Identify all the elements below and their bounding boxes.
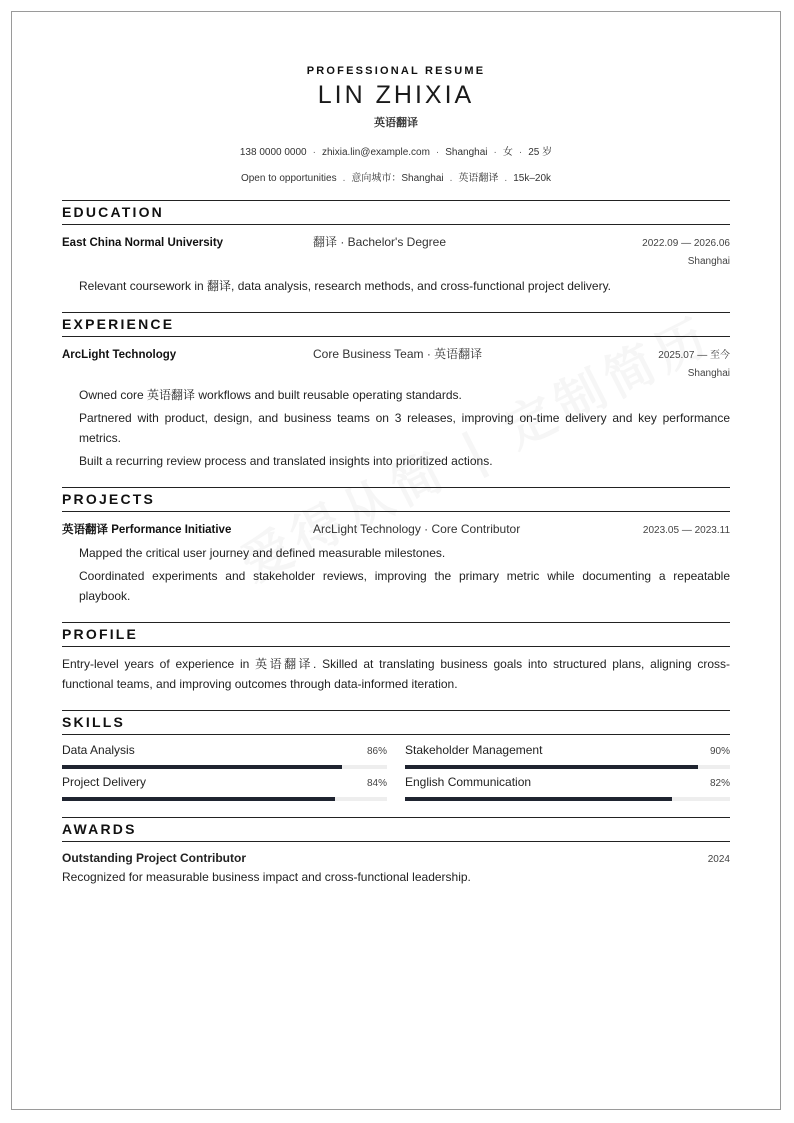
meta-line [12, 169, 780, 184]
bullet-item: Mapped the critical user journey and defined measurable milestones. [79, 546, 446, 560]
award-year: 2024 [707, 854, 730, 865]
experience-entry [62, 346, 730, 471]
skills-section [62, 710, 730, 801]
target-role: 英语翻译 [458, 173, 499, 184]
separator: · [518, 147, 523, 158]
degree: 翻译 · Bachelor's Degree [313, 235, 447, 249]
separator: . [449, 173, 453, 184]
profile-section [62, 622, 730, 694]
section-title: EXPERIENCE [62, 312, 730, 337]
candidate-name: LIN ZHIXIA [317, 81, 475, 109]
skill-item [405, 743, 730, 769]
section-title: AWARDS [62, 817, 730, 842]
job-title: 英语翻译 [374, 117, 418, 129]
skills-grid [62, 743, 730, 801]
job-role: Core Business Team · 英语翻译 [313, 347, 483, 361]
availability: Open to opportunities [240, 173, 337, 184]
separator: · [312, 147, 316, 158]
skill-name: English Communication [405, 775, 532, 789]
salary: 15k–20k [513, 173, 552, 184]
project-entry [62, 521, 730, 606]
education-section [62, 200, 730, 296]
education-entry [62, 234, 730, 296]
skill-bar-fill [62, 765, 342, 769]
bullet-item: Partnered with product, design, and business teams on 3 releases, improving on-time delivery and key performance metrics. [79, 411, 730, 445]
section-title: PROJECTS [62, 487, 730, 512]
skill-name: Project Delivery [62, 775, 147, 789]
skill-item [405, 775, 730, 801]
city: Shanghai [445, 147, 488, 158]
skill-percent: 90% [709, 746, 730, 757]
date-range: 2023.05 — 2023.11 [642, 525, 730, 536]
award-name: Outstanding Project Contributor [62, 851, 246, 865]
date-range: 2025.07 — 至今 [658, 350, 730, 361]
separator: . [504, 173, 508, 184]
skill-bar-fill [405, 797, 672, 801]
bullet-item: Relevant coursework in 翻译, data analysis, research methods, and cross-functional project delivery. [79, 279, 612, 293]
resume-content [62, 200, 730, 900]
bullet-item: Built a recurring review process and translated insights into prioritized actions. [79, 454, 493, 468]
project-role: ArcLight Technology · Core Contributor [313, 522, 521, 536]
skill-percent: 84% [366, 778, 387, 789]
projects-section [62, 487, 730, 606]
age: 25 岁 [528, 147, 553, 158]
resume-page [11, 11, 781, 1110]
bullet-item: Owned core 英语翻译 workflows and built reusable operating standards. [79, 388, 462, 402]
gender: 女 [502, 147, 513, 158]
separator: . [342, 173, 346, 184]
location: Shanghai [687, 256, 730, 267]
separator: · [435, 147, 440, 158]
experience-section [62, 312, 730, 471]
skill-bar-fill [405, 765, 698, 769]
section-title: PROFILE [62, 622, 730, 647]
profile-text: Entry-level years of experience in 英语翻译. Skilled at translating business goals into structured plans, aligning cross-functional teams, and improving outcomes through data-informed iteration. [62, 657, 730, 691]
section-title: EDUCATION [62, 200, 730, 225]
separator: · [493, 147, 497, 158]
skill-item [62, 775, 387, 801]
awards-section [62, 817, 730, 884]
phone: 138 0000 0000 [239, 147, 307, 158]
date-range: 2022.09 — 2026.06 [642, 238, 730, 249]
skill-bar-track [62, 797, 387, 801]
section-title: SKILLS [62, 710, 730, 735]
project-name: 英语翻译 Performance Initiative [62, 524, 232, 536]
skill-name: Stakeholder Management [405, 743, 543, 757]
skill-bar-fill [62, 797, 335, 801]
skill-percent: 82% [709, 778, 730, 789]
target-city: 意向城市：Shanghai [351, 173, 444, 184]
skill-item [62, 743, 387, 769]
company-name: ArcLight Technology [62, 349, 177, 361]
award-description: Recognized for measurable business impact and cross-functional leadership. [62, 870, 471, 884]
skill-bar-track [405, 765, 730, 769]
bullet-item: Coordinated experiments and stakeholder reviews, improving the primary metric while documenting a repeatable playbook. [79, 569, 730, 603]
skill-percent: 86% [366, 746, 387, 757]
location: Shanghai [687, 368, 730, 379]
skill-bar-track [405, 797, 730, 801]
skill-name: Data Analysis [62, 743, 135, 757]
email[interactable]: zhixia.lin@example.com [321, 147, 430, 158]
skill-bar-track [62, 765, 387, 769]
resume-header [12, 12, 780, 184]
header-kicker: PROFESSIONAL RESUME [306, 65, 486, 77]
contact-line [12, 143, 780, 158]
school-name: East China Normal University [62, 237, 224, 249]
